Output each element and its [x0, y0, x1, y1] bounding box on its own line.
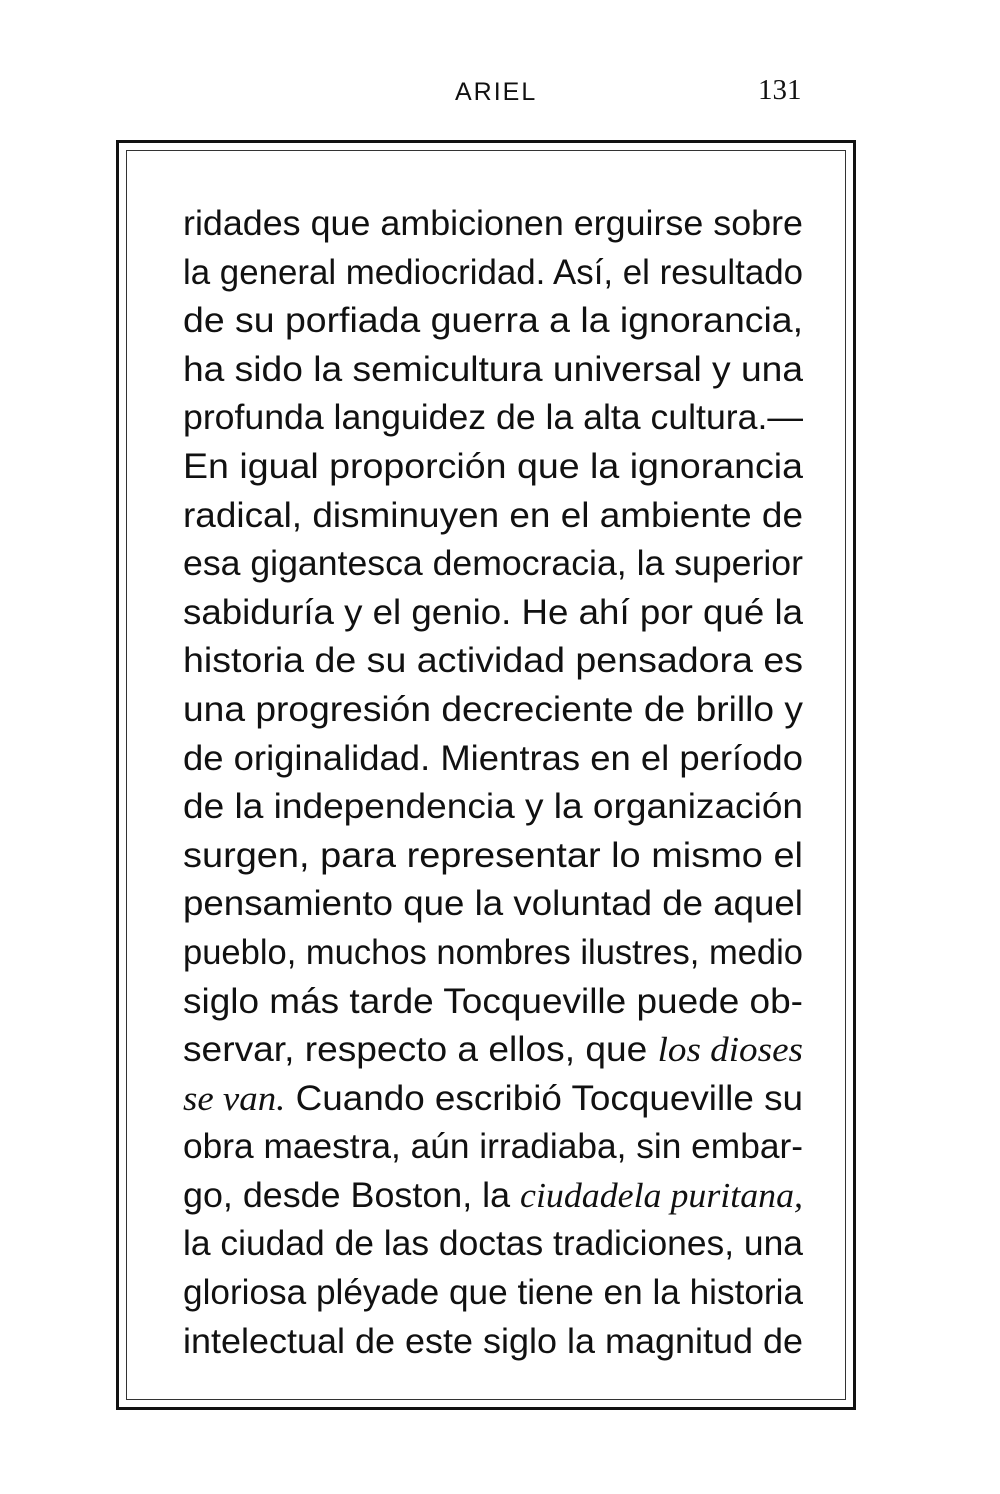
- text-segment: una progresión decreciente de brillo y: [183, 689, 803, 729]
- text-line: [183, 783, 803, 832]
- text-segment: Cuando escribió Tocqueville su: [285, 1078, 803, 1118]
- body-text: [183, 200, 803, 1366]
- text-line: [183, 540, 803, 589]
- text-line: [183, 686, 803, 735]
- text-line: [183, 1172, 803, 1221]
- italic-text: los dioses: [657, 1030, 803, 1070]
- text-segment: la ciudad de las doctas tradiciones, una: [183, 1224, 803, 1264]
- text-line: [183, 492, 803, 541]
- text-line: [183, 443, 803, 492]
- text-segment: de la independencia y la organización: [183, 787, 803, 827]
- text-line: [183, 297, 803, 346]
- text-segment: intelectual de este siglo la magnitud de: [183, 1321, 803, 1361]
- text-line: [183, 1123, 803, 1172]
- text-segment: la general mediocridad. Así, el resultado: [183, 252, 803, 292]
- text-segment: ridades que ambicionen erguirse sobre: [183, 204, 803, 243]
- text-segment: go, desde Boston, la: [183, 1175, 521, 1215]
- text-segment: radical, disminuyen en el ambiente de: [183, 495, 803, 535]
- text-segment: esa gigantesca democracia, la superior: [183, 544, 803, 584]
- text-line: [183, 1318, 803, 1367]
- text-segment: En igual proporción que la ignorancia: [183, 446, 803, 486]
- text-segment: de su porfiada guerra a la ignorancia,: [183, 301, 803, 341]
- italic-text: se van.: [183, 1078, 286, 1118]
- text-line: [183, 200, 803, 249]
- text-segment: de originalidad. Mientras en el período: [183, 738, 803, 778]
- text-segment: ha sido la semicultura universal y una: [183, 349, 803, 389]
- text-segment: pueblo, muchos nombres ilustres, medio: [183, 932, 803, 972]
- italic-text: ciudadela puritana,: [520, 1175, 803, 1215]
- text-line: [183, 637, 803, 686]
- text-line: [183, 1026, 803, 1075]
- text-line: [183, 589, 803, 638]
- text-line: [183, 978, 803, 1027]
- text-segment: gloriosa pléyade que tiene en la historia: [183, 1273, 803, 1313]
- text-line: [183, 832, 803, 881]
- text-segment: surgen, para representar lo mismo el: [183, 835, 803, 875]
- text-segment: servar, respecto a ellos, que: [183, 1030, 658, 1070]
- text-line: [183, 1220, 803, 1269]
- text-line: [183, 249, 803, 298]
- text-segment: profunda languidez de la alta cultura.—: [183, 398, 803, 438]
- text-segment: obra maestra, aún irradiaba, sin embar-: [183, 1127, 803, 1167]
- running-title: ARIEL: [455, 78, 538, 106]
- page-number: 131: [758, 74, 802, 106]
- text-segment: siglo más tarde Tocqueville puede ob-: [183, 981, 803, 1021]
- text-line: [183, 735, 803, 784]
- text-line: [183, 394, 803, 443]
- page-header: [0, 72, 1000, 112]
- text-line: [183, 929, 803, 978]
- text-segment: sabiduría y el genio. He ahí por qué la: [183, 592, 803, 632]
- text-segment: pensamiento que la voluntad de aquel: [183, 884, 803, 924]
- text-line: [183, 1075, 803, 1124]
- text-line: [183, 880, 803, 929]
- text-line: [183, 1269, 803, 1318]
- text-segment: historia de su actividad pensadora es: [183, 641, 803, 681]
- text-line: [183, 346, 803, 395]
